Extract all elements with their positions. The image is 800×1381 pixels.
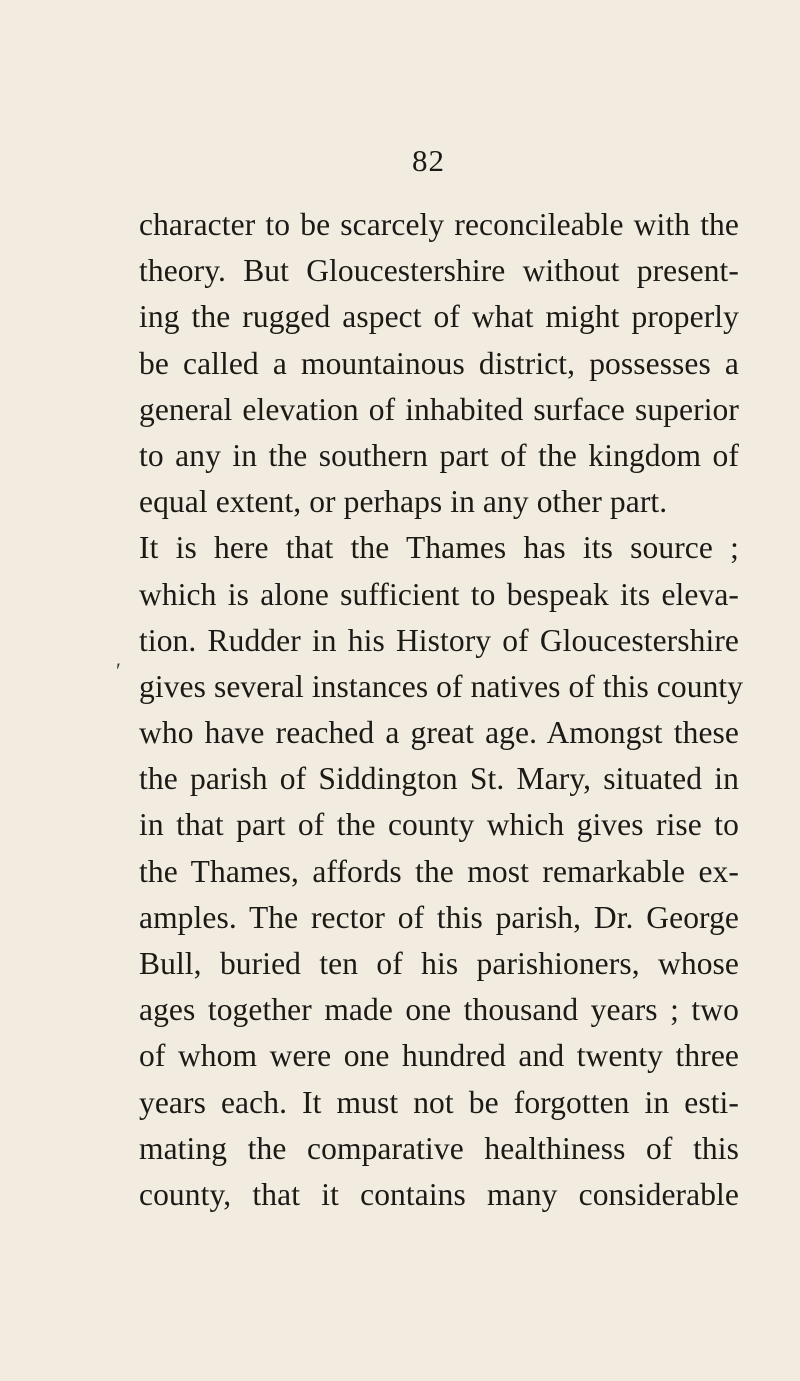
text-line: mating the comparative healthiness of this xyxy=(139,1130,739,1166)
text-line: general elevation of inhabited surface superior xyxy=(139,391,739,427)
text-line: Bull, buried ten of his parishioners, whose xyxy=(139,946,739,981)
text-line: in that part of the county which gives rise to xyxy=(139,807,739,843)
page-number: 82 xyxy=(412,143,445,178)
text-line: ages together made one thousand years ; two xyxy=(139,992,739,1028)
text-line: to any in the southern part of the kingdom of xyxy=(139,437,739,473)
margin-tick-mark: ′ xyxy=(116,658,121,683)
text-line: the Thames, affords the most remarkable ex- xyxy=(139,853,739,889)
text-line: county, that it contains many considerable xyxy=(139,1176,739,1212)
text-line: theory. But Gloucestershire without present- xyxy=(139,253,739,289)
text-line: the parish of Siddington St. Mary, situated in xyxy=(139,761,739,797)
text-line: who have reached a great age. Amongst these xyxy=(139,715,739,751)
text-line: equal extent, or perhaps in any other part. xyxy=(139,484,668,520)
text-line: be called a mountainous district, possesses a xyxy=(139,345,739,381)
text-line: character to be scarcely reconcileable with the xyxy=(139,207,739,242)
text-line: amples. The rector of this parish, Dr. George xyxy=(139,899,739,935)
text-line: ing the rugged aspect of what might properly xyxy=(139,299,739,335)
text-line: It is here that the Thames has its source ; xyxy=(139,530,739,566)
body-text xyxy=(139,202,744,1218)
text-line: gives several instances of natives of this county xyxy=(139,668,744,704)
text-line: tion. Rudder in his History of Gloucestershire xyxy=(139,622,739,658)
text-line: of whom were one hundred and twenty three xyxy=(139,1038,739,1074)
text-line: years each. It must not be forgotten in esti- xyxy=(139,1084,739,1120)
text-line: which is alone sufficient to bespeak its eleva- xyxy=(139,576,739,612)
